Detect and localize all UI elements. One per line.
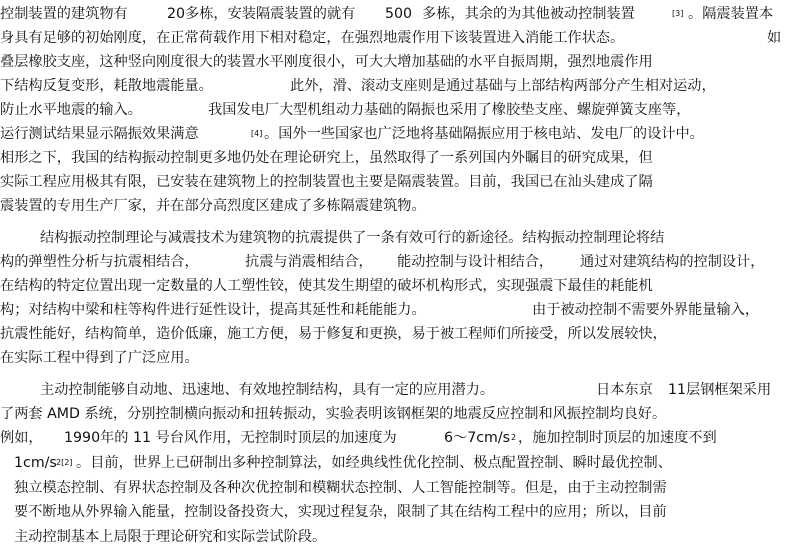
superscript-citation: 2[2] — [56, 458, 73, 467]
text-segment: 实际工程应用极其有限，已安装在建筑物上的控制装置也主要是隔震装置。目前，我国已在汕头建成了隔 — [0, 174, 653, 190]
text-segment: ，施加控制时顶层的加速度不到 — [518, 430, 717, 446]
text-segment: 构的弹塑性分析与抗震相结合， — [0, 254, 199, 270]
text-segment: 了两套 AMD 系统，分别控制横向振动和扭转振动，实验表明该钢框架的地震反应控制和风振控制均良好。 — [0, 406, 667, 422]
citation: [3] — [672, 9, 684, 18]
text-segment: 主动控制能够自动地、迅速地、有效地控制结构，具有一定的应用潜力。 — [40, 382, 495, 398]
superscript: 2 — [511, 433, 517, 442]
text-segment: 防止水平地震的输入。 — [0, 102, 142, 118]
text-segment: 下结构反复变形，耗散地震能量。 — [0, 78, 213, 94]
text-segment: 。隔震装置本 — [688, 6, 774, 22]
text-segment: 日本东京 — [596, 382, 653, 398]
text-segment: 叠层橡胶支座，这种竖向刚度很大的装置水平刚度很小，可大大增加基础的水平自振周期，强烈地震作用 — [0, 54, 653, 70]
text-segment: 震装置的专用生产厂家，并在部分高烈度区建成了多栋隔震建筑物。 — [0, 198, 426, 214]
text-segment: 例如， — [0, 430, 43, 446]
text-segment: 结构振动控制理论与减震技术为建筑物的抗震提供了一条有效可行的新途径。结构振动控制理论将结 — [40, 230, 665, 246]
text-segment: 我国发电厂大型机组动力基础的隔振也采用了橡胶垫支座、螺旋弹簧支座等， — [208, 102, 691, 118]
text-segment: 相形之下，我国的结构振动控制更多地仍处在理论研究上，虽然取得了一系列国内外瞩目的研究成果，但 — [0, 150, 653, 166]
text-segment: 在实际工程中得到了广泛应用。 — [0, 350, 199, 366]
text-segment: 控制装置的建筑物有 — [0, 6, 128, 22]
text-segment: 身具有足够的初始刚度，在正常荷载作用下相对稳定，在强烈地震作用下该装置进入消能工作状态。 — [0, 30, 625, 46]
text-segment: 11层钢框架采用 — [668, 382, 772, 398]
text-segment: 构；对结构中梁和柱等构件进行延性设计，提高其延性和耗能能力。 — [0, 302, 426, 318]
text-segment: 1990年的 11 号台风作用，无控制时顶层的加速度为 — [64, 430, 397, 446]
text-segment: 独立模态控制、有界状态控制及各种次优控制和模糊状态控制、人工智能控制等。但是，由于主动控制需 — [14, 480, 667, 496]
text-segment: 1cm/s — [14, 455, 57, 471]
text-segment: 抗震与消震相结合， — [245, 254, 373, 270]
text-segment: 此外，滑、滚动支座则是通过基础与上部结构两部分产生相对运动， — [290, 78, 716, 94]
text-segment: 能动控制与设计相结合， — [397, 254, 554, 270]
text-segment: 抗震性能好，结构简单，造价低廉，施工方便，易于修复和更换，易于被工程师们所接受，所以发展较快， — [0, 326, 667, 342]
text-segment: 运行测试结果显示隔振效果满意 — [0, 126, 199, 142]
text-segment: 500 — [385, 6, 413, 22]
text-segment: 。目前，世界上已研制出多种控制算法，如经典线性优化控制、极点配置控制、瞬时最优控制、 — [76, 455, 672, 471]
text-segment: 。国外一些国家也广泛地将基础隔振应用于核电站、发电厂的设计中。 — [264, 126, 704, 142]
text-segment: 如 — [767, 30, 782, 46]
text-segment: 6～7cm/s — [444, 430, 511, 446]
text-segment: 由于被动控制不需要外界能量输入， — [532, 302, 760, 318]
text-segment: 要不断地从外界输入能量，控制设备投资大，实现过程复杂，限制了其在结构工程中的应用；所以，目前 — [14, 504, 667, 520]
citation: [4] — [251, 129, 263, 138]
text-segment: 通过对建筑结构的控制设计， — [580, 254, 765, 270]
text-segment: 多栋，其余的为其他被动控制装置 — [422, 6, 635, 22]
text-segment: 在结构的特定位置出现一定数量的人工塑性铰，使其发生期望的破坏机构形式，实现强震下最佳的耗能机 — [0, 278, 653, 294]
text-segment: 主动控制基本上局限于理论研究和实际尝试阶段。 — [14, 529, 327, 545]
text-segment: 20多栋，安装隔震装置的就有 — [167, 6, 356, 22]
